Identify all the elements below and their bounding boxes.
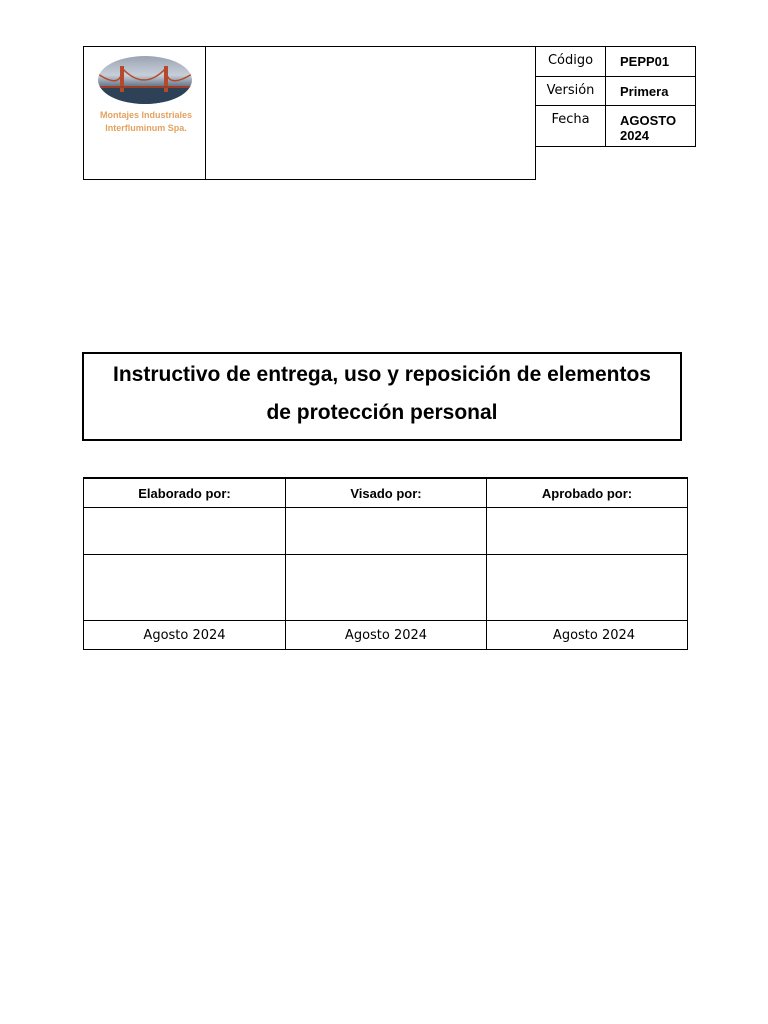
meta-label: Fecha (536, 106, 606, 147)
logo-line-2: Interfluminum Spa. (105, 123, 187, 133)
name-row (84, 508, 688, 555)
header-divider (205, 46, 206, 180)
meta-label: Código (536, 47, 606, 77)
meta-row-codigo (536, 47, 696, 77)
title-line-2: de protección personal (266, 401, 498, 424)
meta-row-fecha (536, 106, 696, 147)
header-aprobado: Aprobado por: (487, 478, 688, 508)
signature-row (84, 555, 688, 621)
logo-text (90, 109, 202, 135)
approval-header-row (84, 478, 688, 508)
approval-table (83, 477, 688, 650)
document-meta-table (535, 46, 696, 147)
header-visado: Visado por: (286, 478, 487, 508)
date-cell: Agosto 2024 (487, 621, 688, 650)
signature-cell (286, 555, 487, 621)
date-cell: Agosto 2024 (84, 621, 286, 650)
signature-cell (487, 555, 688, 621)
title-line-1: Instructivo de entrega, uso y reposición de elementos (113, 363, 651, 386)
meta-value: AGOSTO 2024 (606, 106, 696, 147)
signature-cell (84, 555, 286, 621)
date-row (84, 621, 688, 650)
header-elaborado: Elaborado por: (84, 478, 286, 508)
meta-row-version (536, 77, 696, 106)
company-logo (98, 56, 192, 104)
date-cell: Agosto 2024 (286, 621, 487, 650)
bridge-icon (98, 56, 192, 104)
meta-value: PEPP01 (606, 47, 696, 77)
name-cell (286, 508, 487, 555)
meta-label: Versión (536, 77, 606, 106)
document-title (82, 352, 682, 441)
name-cell (84, 508, 286, 555)
name-cell (487, 508, 688, 555)
logo-line-1: Montajes Industriales (99, 110, 193, 120)
meta-value: Primera (606, 77, 696, 106)
